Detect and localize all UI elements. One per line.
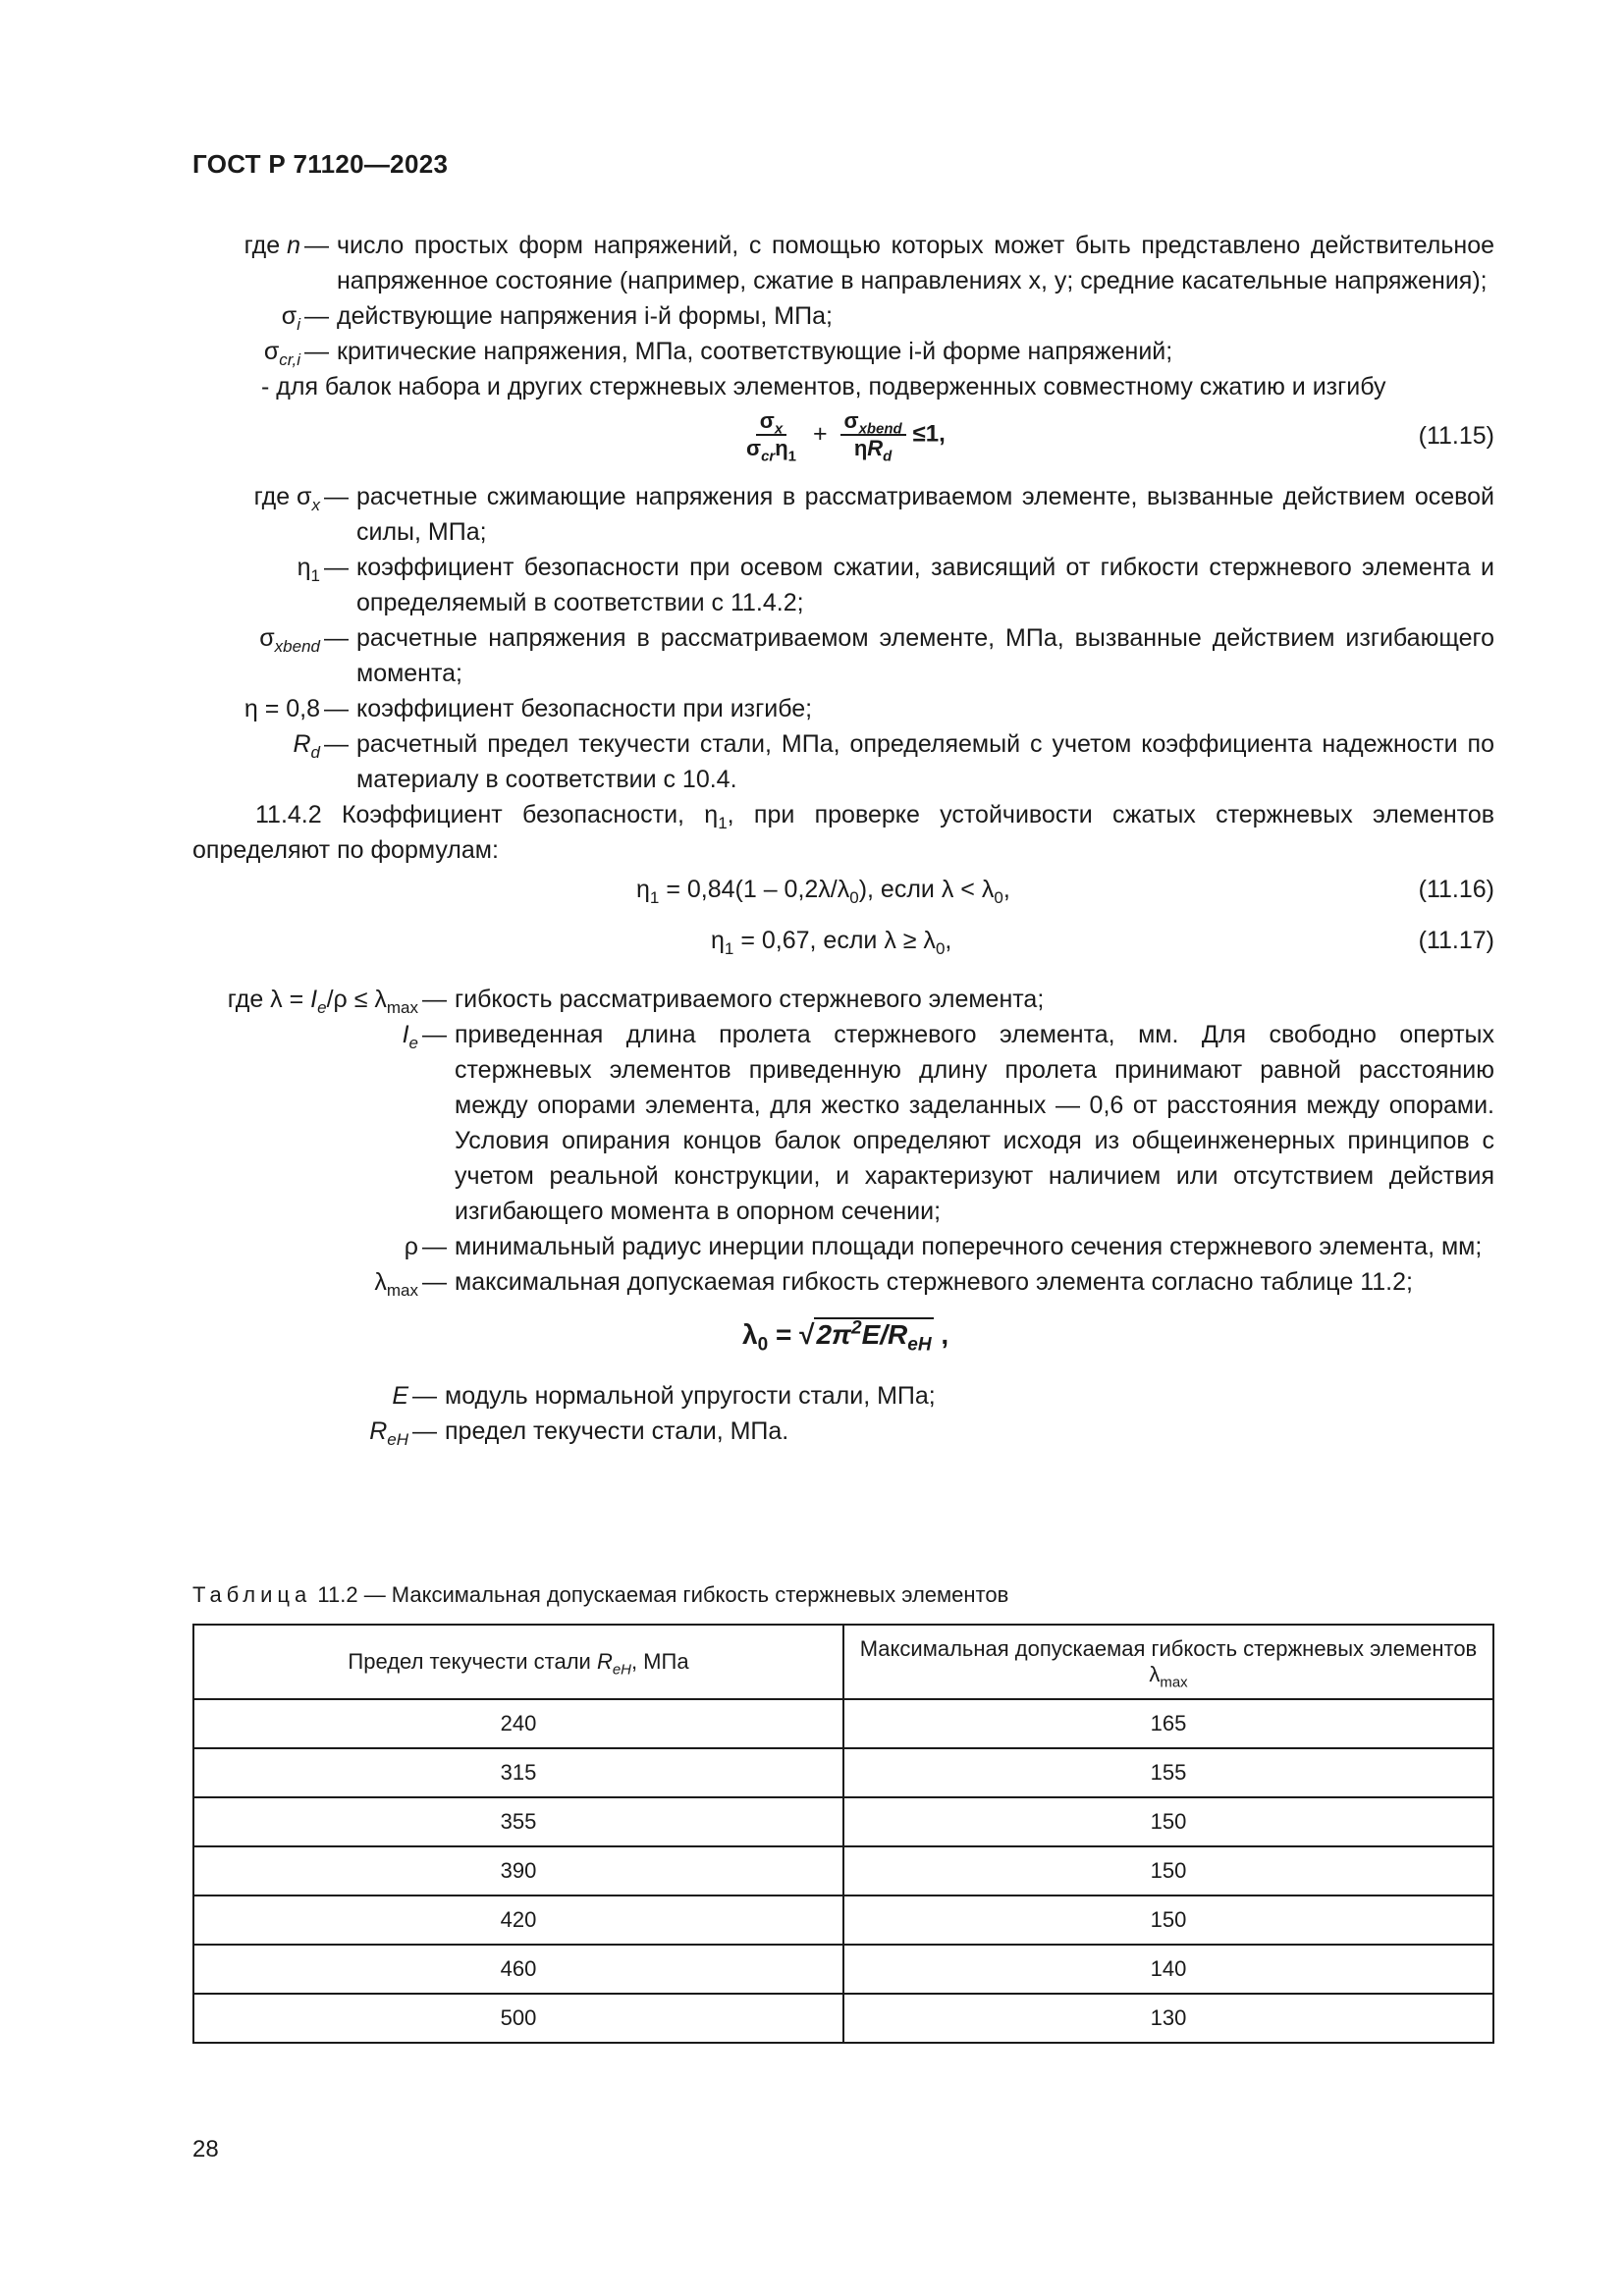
table-row: 315 155 [193, 1748, 1493, 1797]
equation-number: (11.15) [1418, 422, 1494, 450]
definition-text: коэффициент безопасности при осевом сжатии, зависящий от гибкости стержневого элемента и определяемый в соответствии с 11.4.2; [356, 554, 1494, 616]
definition-sigma-x: где $\sigma_x$ — расчетные сжимающие напряжения в рассматриваемом элементе, вызванные действием осевой силы, МПа; [192, 479, 1494, 550]
table-caption-label: Таблица [192, 1582, 312, 1607]
bullet-beams: - для балок набора и других стержневых элементов, подверженных совместному сжатию и изгибу [261, 373, 1386, 400]
definition-e: E — модуль нормальной упругости стали, МПа; [192, 1378, 1494, 1414]
equation-number: (11.17) [1418, 927, 1494, 954]
table-row: 460 140 [193, 1945, 1493, 1994]
definition-reh: $R_{eH}$ — предел текучести стали, МПа. [192, 1414, 1494, 1449]
table-caption [192, 1582, 1008, 1608]
definition-eta: η = 0,8 — коэффициент безопасности при изгибе; [192, 691, 1494, 726]
definition-rd: $R_d$ — расчетный предел текучести стали, МПа, определяемый с учетом коэффициента надежности по материалу в соответствии с 10.4. [192, 726, 1494, 797]
definition-text: гибкость рассматриваемого стержневого элемента; [455, 986, 1045, 1013]
definition-sigma-i: $\sigma_i$ — действующие напряжения i-й формы, МПа; [192, 298, 1494, 334]
formula-11-16: $\eta_1 = 0,84(1 - 0,2\lambda/\lambda_0)$, если $\lambda < \lambda_0$, (11.16) [192, 868, 1494, 919]
table-row: 355 150 [193, 1797, 1493, 1846]
term: E [392, 1382, 408, 1410]
term: где n [244, 232, 300, 259]
definition-text: максимальная допускаемая гибкость стержневого элемента согласно таблице 11.2; [455, 1268, 1413, 1296]
document-body [192, 228, 1494, 1449]
term: $R_d$ [293, 730, 320, 762]
table-row: 500 130 [193, 1994, 1493, 2043]
definition-text: коэффициент безопасности при изгибе; [356, 695, 813, 722]
formula-11-15: $\frac{\sigma_x}{\sigma_{cr}\eta_1}$ + $\frac{\sigma_{xbend}}{\eta R_d}$ ≤1, (11.15) [192, 408, 1494, 475]
term: $\sigma_{xbend}$ [259, 624, 320, 656]
definition-text: расчетные напряжения в рассматриваемом элементе, МПа, вызванные действием изгибающего момента; [356, 624, 1494, 687]
term: η = 0,8 [244, 695, 320, 722]
definition-text: приведенная длина пролета стержневого элемента, мм. Для свободно опертых стержневых элементов приведенную длину пролета принимают равной расстоянию между опорами элемента, для жестко заделанных — 0,6 от расстояния между опорами. Условия опирания концов балок определяют исходя из общеинженерных принципов с учетом реальной конструкции, и характеризуют наличием или отсутствием действия изгибающего момента в опорном сечении; [455, 1021, 1494, 1225]
definition-eta1: $\eta_1$ — коэффициент безопасности при осевом сжатии, зависящий от гибкости стержневого элемента и определяемый в соответствии с 11.4.2; [192, 550, 1494, 620]
formula-lambda0: $\lambda_0 = √2\pi^2E/R_{eH}$ , [742, 1317, 949, 1356]
term: ρ [404, 1233, 418, 1260]
fraction-1: $\frac{\sigma_x}{\sigma_{cr}\eta_1}$ [746, 408, 796, 465]
definition-text: действующие напряжения i-й формы, МПа; [337, 302, 833, 330]
term: $R_{eH}$ [369, 1417, 408, 1449]
col-header-max-slenderness: Максимальная допускаемая гибкость стержневых элементов $\lambda_{max}$ [843, 1625, 1493, 1699]
table-caption-text: 11.2 — Максимальная допускаемая гибкость стержневых элементов [317, 1582, 1009, 1607]
paragraph-11-4-2: 11.4.2 Коэффициент безопасности, $\eta_1$, при проверке устойчивости сжатых стержневых элементов определяют по формулам: [192, 801, 1495, 864]
definition-text: расчетный предел текучести стали, МПа, определяемый с учетом коэффициента надежности по материалу в соответствии с 10.4. [356, 730, 1494, 793]
term: $\sigma_i$ [281, 302, 300, 334]
definition-lambda-max: $\lambda_{max}$ — максимальная допускаемая гибкость стержневого элемента согласно таблице 11.2; [192, 1264, 1494, 1300]
formula-11-17: $\eta_1 = 0,67$, если $\lambda \ge \lambda_0$, (11.17) [192, 919, 1494, 982]
definition-text: число простых форм напряжений, с помощью которых может быть представлено действительное напряженное состояние (например, сжатие в направлениях x, y; средние касательные напряжения); [337, 232, 1494, 294]
table-header-row [193, 1625, 1493, 1699]
slenderness-table [192, 1624, 1494, 2044]
definition-n: где n — число простых форм напряжений, с помощью которых может быть представлено действительное напряженное состояние (например, сжатие в направлениях x, y; средние касательные напряжения); [192, 228, 1494, 298]
term: $\sigma_{cr,i}$ [263, 338, 300, 369]
definition-text: критические напряжения, МПа, соответствующие i-й форме напряжений; [337, 338, 1173, 365]
table-row: 240 165 [193, 1699, 1493, 1748]
col-header-yield-strength: Предел текучести стали $R_{eH}$, МПа [193, 1625, 843, 1699]
term: $\eta_1$ [297, 554, 320, 585]
table-row: 390 150 [193, 1846, 1493, 1896]
term: $I_e$ [402, 1021, 418, 1052]
definition-sigma-xbend: $\sigma_{xbend}$ — расчетные напряжения в рассматриваемом элементе, МПа, вызванные действием изгибающего момента; [192, 620, 1494, 691]
table-row: 420 150 [193, 1896, 1493, 1945]
definition-text: модуль нормальной упругости стали, МПа; [445, 1382, 936, 1410]
definition-text: расчетные сжимающие напряжения в рассматриваемом элементе, вызванные действием осевой силы, МПа; [356, 483, 1494, 546]
equation-number: (11.16) [1418, 876, 1494, 903]
definition-ie: $I_e$ — приведенная длина пролета стержневого элемента, мм. Для свободно опертых стержневых элементов приведенную длину пролета принимают равной расстоянию между опорами элемента, для жестко заделанных — 0,6 от расстояния между опорами. Условия опирания концов балок определяют исходя из общеинженерных принципов с учетом реальной конструкции, и характеризуют наличием или отсутствием действия изгибающего момента в опорном сечении; [192, 1017, 1494, 1229]
fraction-2: $\frac{\sigma_{xbend}}{\eta R_d}$ [840, 408, 906, 461]
term: $\lambda_{max}$ [374, 1268, 418, 1300]
definition-sigma-cr-i: $\sigma_{cr,i}$ — критические напряжения, МПа, соответствующие i-й форме напряжений; [192, 334, 1494, 369]
definition-lambda: где $\lambda = I_e/\rho \le \lambda_{max}$ — гибкость рассматриваемого стержневого элемента; [192, 982, 1494, 1017]
term: где $\sigma_x$ [253, 483, 320, 514]
definition-text: минимальный радиус инерции площади поперечного сечения стержневого элемента, мм; [455, 1233, 1483, 1260]
term: где $\lambda = I_e/\rho \le \lambda_{max}$ [227, 986, 418, 1017]
page-number: 28 [192, 2136, 219, 2163]
definition-text: предел текучести стали, МПа. [445, 1417, 789, 1445]
document-header: ГОСТ Р 71120—2023 [192, 149, 449, 179]
definition-rho: ρ — минимальный радиус инерции площади поперечного сечения стержневого элемента, мм; [192, 1229, 1494, 1264]
